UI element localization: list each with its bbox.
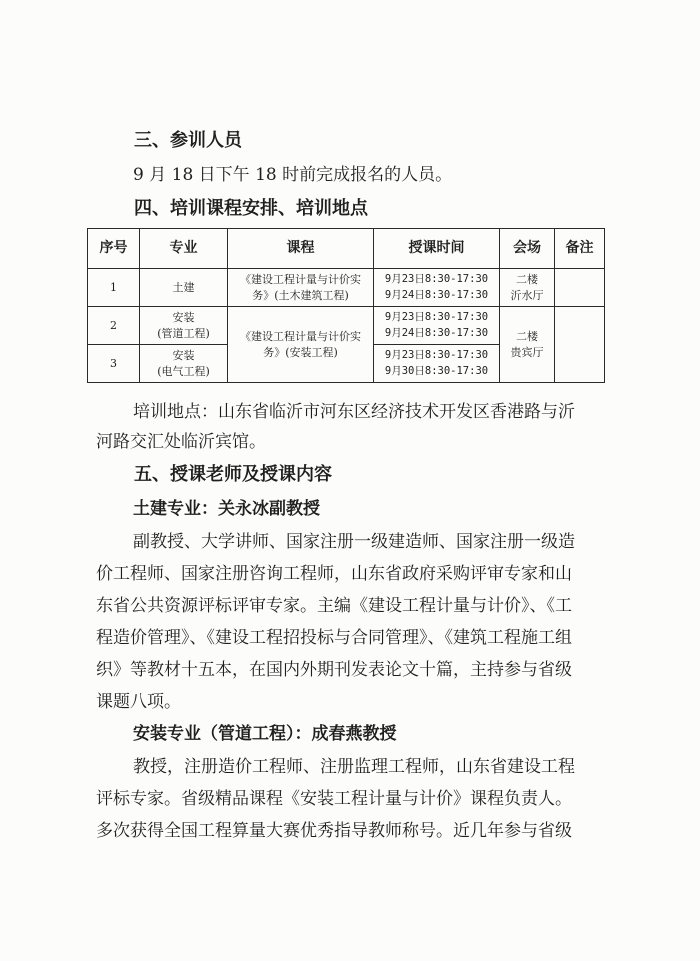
teacher2-bio-line: 教授，注册造价工程师、注册监理工程师，山东省建设工程 bbox=[133, 757, 575, 777]
header-no: 序号 bbox=[88, 229, 140, 269]
teacher2-title: 安装专业（管道工程）：成春燕教授 bbox=[133, 724, 397, 744]
cell-course bbox=[228, 307, 374, 383]
cell-remark bbox=[555, 307, 605, 383]
cell-course-line: 务》(安装工程) bbox=[263, 345, 338, 359]
location-line: 河路交汇处临沂宾馆。 bbox=[96, 432, 266, 452]
cell-remark bbox=[555, 269, 605, 307]
teacher1-bio-line: 程造价管理》、《建设工程招投标与合同管理》、《建筑工程施工组 bbox=[96, 628, 572, 648]
table-header-row bbox=[88, 229, 605, 269]
cell-venue bbox=[500, 269, 555, 307]
teacher1-bio-line: 副教授、大学讲师、国家注册一级建造师、国家注册一级造 bbox=[133, 532, 575, 552]
schedule-table bbox=[87, 228, 605, 383]
cell-major bbox=[140, 307, 228, 345]
header-time: 授课时间 bbox=[374, 229, 500, 269]
cell-course-line: 务》(土木建筑工程) bbox=[252, 288, 349, 302]
location-line: 培训地点：山东省临沂市河东区经济技术开发区香港路与沂 bbox=[133, 402, 575, 422]
cell-venue bbox=[500, 307, 555, 383]
cell-course-line: 《建设工程计量与计价实 bbox=[240, 272, 361, 286]
cell-time bbox=[374, 307, 500, 345]
cell-major-line: 安装 bbox=[172, 348, 195, 362]
header-major: 专业 bbox=[140, 229, 228, 269]
cell-time-line: 9月23日8:30-17:30 bbox=[384, 311, 489, 324]
cell-major bbox=[140, 345, 228, 383]
header-course: 课程 bbox=[228, 229, 374, 269]
cell-course bbox=[228, 269, 374, 307]
cell-major bbox=[140, 269, 228, 307]
section3-text: 9 月 18 日下午 18 时前完成报名的人员。 bbox=[133, 165, 453, 185]
cell-time-line: 9月30日8:30-17:30 bbox=[384, 364, 489, 377]
cell-time-line: 9月24日8:30-17:30 bbox=[384, 288, 489, 301]
cell-no: 2 bbox=[88, 307, 140, 345]
cell-venue-line: 贵宾厅 bbox=[510, 345, 544, 359]
cell-time-line: 9月24日8:30-17:30 bbox=[384, 326, 489, 339]
teacher1-bio-line: 价工程师、国家注册咨询工程师，山东省政府采购评审专家和山 bbox=[96, 564, 572, 584]
cell-major-line: 安装 bbox=[172, 310, 195, 324]
header-remark: 备注 bbox=[555, 229, 605, 269]
cell-major-line: (管道工程) bbox=[157, 326, 210, 340]
cell-major-line: (电气工程) bbox=[157, 364, 210, 378]
teacher2-bio-line: 评标专家。省级精品课程《安装工程计量与计价》课程负责人。 bbox=[96, 789, 572, 809]
section4-heading: 四、培训课程安排、培训地点 bbox=[134, 198, 368, 219]
cell-no: 1 bbox=[88, 269, 140, 307]
section5-heading: 五、授课老师及授课内容 bbox=[134, 464, 332, 485]
teacher1-bio-line: 东省公共资源评标评审专家。主编《建设工程计量与计价》、《工 bbox=[96, 596, 572, 616]
section3-heading: 三、参训人员 bbox=[134, 130, 242, 151]
cell-time-line: 9月23日8:30-17:30 bbox=[384, 349, 489, 362]
teacher1-title: 土建专业：关永冰副教授 bbox=[133, 499, 320, 519]
cell-no: 3 bbox=[88, 345, 140, 383]
cell-venue-line: 二楼 bbox=[516, 272, 538, 286]
cell-time-line: 9月23日8:30-17:30 bbox=[384, 273, 489, 286]
table-row bbox=[88, 307, 605, 345]
cell-time bbox=[374, 345, 500, 383]
teacher1-bio-line: 织》等教材十五本，在国内外期刊发表论文十篇，主持参与省级 bbox=[96, 660, 572, 680]
cell-venue-line: 沂水厅 bbox=[510, 288, 544, 302]
cell-venue-line: 二楼 bbox=[516, 329, 538, 343]
teacher1-bio-line: 课题八项。 bbox=[96, 692, 181, 712]
table-row bbox=[88, 269, 605, 307]
header-venue: 会场 bbox=[500, 229, 555, 269]
cell-time bbox=[374, 269, 500, 307]
teacher2-bio-line: 多次获得全国工程算量大赛优秀指导教师称号。近几年参与省级 bbox=[96, 821, 572, 841]
cell-major-line: 土建 bbox=[172, 280, 195, 294]
cell-course-line: 《建设工程计量与计价实 bbox=[240, 329, 361, 343]
